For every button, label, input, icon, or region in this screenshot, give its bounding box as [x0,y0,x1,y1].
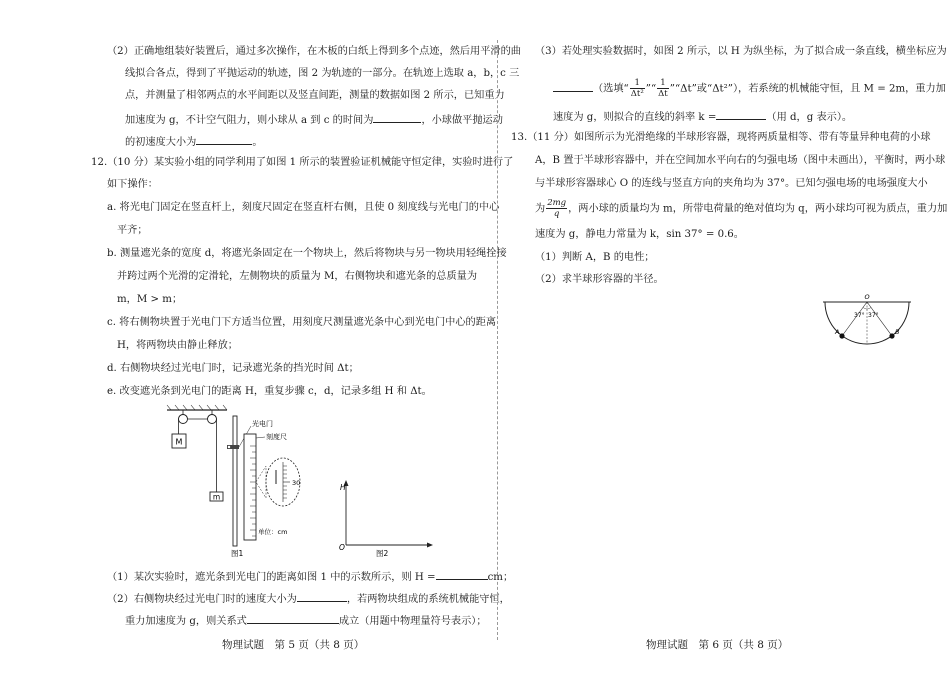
step-c-line-2: H，将两物块由静止释放； [117,340,238,351]
left-page-footer: 物理试题 第 5 页（共 8 页） [222,639,365,651]
answer-blank[interactable] [373,111,421,123]
experiment-figure [165,404,440,562]
fraction-2mg-over-q [546,198,567,219]
ball-B-label: B [895,328,900,336]
rope [179,415,217,493]
frac2-num: 1 [657,78,669,89]
step-b-line-2: 并跨过两个光滑的定滑轮，左侧物块的质量为 M，右侧物块和遮光条的总质量为 [117,271,478,282]
q12-2-text-b: ，若两物块组成的系统机械能守恒， [346,594,510,605]
q12-head-line-2: 如下操作： [107,179,158,190]
mass-m-label: m [212,492,221,502]
ceiling-support [167,405,227,415]
ball-A-label: A [835,328,840,336]
q13-text-b: ，两小球的质量均为 m，所带电荷量的绝对值均为 q，两小球均可视为质点，重力加 [568,203,948,215]
frac3-den: q [553,209,560,219]
q13-line-1: 13.（11 分）如图所示为光滑绝缘的半球形容器，现将两质量相等、带有等量异种电荷的小球 [511,132,931,143]
q13-text-a: 为 [535,203,546,215]
angle-left-label: 37° [854,312,865,319]
magnify-pointer [256,466,266,498]
q13-part-2: （2）求半球形容器的半径。 [535,274,664,285]
photogate-label: 光电门 [252,420,273,428]
q13-line-2: A，B 置于半球形容器中，并在空间加水平向右的匀强电场（图中未画出），平衡时，两小球 [535,155,946,166]
answer-blank[interactable] [553,80,593,92]
photogate-sensor [227,445,230,448]
q11-2-line-4a: 加速度为 g，不计空气阻力，则小球从 a 到 c 的时间为 [125,115,374,126]
q12-1-line [107,568,513,585]
q12-2-text-c: 重力加速度为 g，则关系式 [125,616,247,627]
frac2-den: Δt [658,89,668,99]
hemisphere-figure [821,294,913,350]
ball-A [839,333,844,338]
fraction-1-over-dt2 [630,78,645,99]
q12-3-line-2 [553,78,946,99]
q12-2-text-d: 成立（用题中物理量符号表示）； [338,616,487,627]
fig2-y-axis-label: H [340,483,346,492]
mass-M-label: M [175,437,183,447]
q11-2-line-5a: 的初速度大小为 [125,137,197,148]
q11-2-line-5b: 。 [252,137,263,148]
fig2-axes [344,480,434,548]
fig2-caption: 图2 [376,549,389,558]
unit-label: 单位：cm [258,528,288,536]
answer-blank[interactable] [436,568,488,580]
q11-2-line-1: （2）正确地组装好装置后，通过多次操作，在木板的白纸上得到多个点迹，然后用平滑的曲 [107,46,521,57]
step-e-line: e. 改变遮光条到光电门的距离 H，重复步骤 c，d，记录多组 H 和 Δt。 [107,386,432,397]
frac1-den: Δt² [630,89,644,99]
radius-to-A [842,302,867,336]
magnified-tick-label: 30 [292,479,301,487]
step-b-line-1: b. 测量遮光条的宽度 d，将遮光条固定在一个物块上，然后将物块与另一物块用轻绳拴接 [107,248,507,259]
center-label-O: O [864,294,870,301]
q12-head-line-1: 12.（10 分）某实验小组的同学利用了如图 1 所示的装置验证机械能守恒定律，实验时进行了 [91,157,514,168]
frac1-num: 1 [630,78,645,89]
fig1-caption: 图1 [231,549,244,558]
q13-line-3: 与半球形容器球心 O 的连线与竖直方向的夹角均为 37°。已知匀强电场的电场强度大小 [535,178,928,189]
q11-2-line-4 [125,111,503,128]
step-d-line: d. 右侧物块经过光电门时，记录遮光条的挡光时间 Δt； [107,363,359,374]
q11-2-line-2: 线拟合各点，得到了平抛运动的轨迹，图 2 为轨迹的一部分。在轨迹上选取 a，b，c 三 [125,68,520,79]
q11-2-line-5 [125,133,263,150]
q13-line-5: 速度为 g，静电力常量为 k，sin 37° = 0.6。 [535,229,744,240]
q11-2-line-4b: ，小球做平抛运动 [421,115,503,126]
radius-to-B [867,302,892,336]
q12-3-text-b: （选填“ [593,83,629,95]
answer-blank[interactable] [196,133,252,145]
q12-3-text-f: （用 d，g 表示）。 [766,112,853,123]
answer-blank[interactable] [716,108,766,120]
q12-3-text-d: ”“Δt”或“Δt²”），若系统的机械能守恒，且 M = 2m，重力加 [669,83,946,95]
step-c-line-1: c. 将右侧物块置于光电门下方适当位置，用刻度尺测量遮光条中心到光电门中心的距离 [107,317,497,328]
ruler-leader [256,437,265,438]
frac3-num: 2mg [547,198,567,208]
angle-arc-right [867,308,871,310]
angle-arc-left [863,308,867,310]
q13-line-4 [535,198,947,219]
q12-2-line-2 [125,612,487,629]
answer-blank[interactable] [247,612,339,624]
right-page [497,0,950,688]
fraction-1-over-dt [657,78,669,99]
q12-3-text-e: 速度为 g，则拟合的直线的斜率 k = [553,112,717,123]
step-b-line-3: m，M > m； [117,294,183,305]
q12-3-text-c: ”“ [645,83,657,95]
angle-right-label: 37° [868,312,879,319]
q12-3-line-3 [553,108,852,125]
q12-3-line-1: （3）若处理实验数据时，如图 2 所示，以 H 为纵坐标，为了拟合成一条直线，横坐标应为 [535,46,947,57]
fig2-origin-label: O [339,543,345,552]
q12-2-text-a: （2）右侧物块经过光电门时的速度大小为 [107,594,297,605]
ball-B [889,333,894,338]
right-page-footer: 物理试题 第 6 页（共 8 页） [646,639,789,651]
q13-part-1: （1）判断 A，B 的电性； [535,252,655,263]
q12-1-text-b: cm； [487,572,514,583]
step-a-line-1: a. 将光电门固定在竖直杆上，刻度尺固定在竖直杆右侧，且使 0 刻度线与光电门的中心 [107,202,500,213]
step-a-line-2: 平齐； [117,225,148,236]
q11-2-line-3: 点，并测量了相邻两点的水平间距以及竖直间距，测量的数据如图 2 所示，已知重力 [125,90,505,101]
q12-2-line-1 [107,590,510,607]
answer-blank[interactable] [297,590,347,602]
vertical-rod [233,416,237,546]
q12-1-text-a: （1）某次实验时，遮光条到光电门的距离如图 1 中的示数所示，则 H = [107,572,436,583]
ruler-label: 刻度尺 [266,433,287,441]
